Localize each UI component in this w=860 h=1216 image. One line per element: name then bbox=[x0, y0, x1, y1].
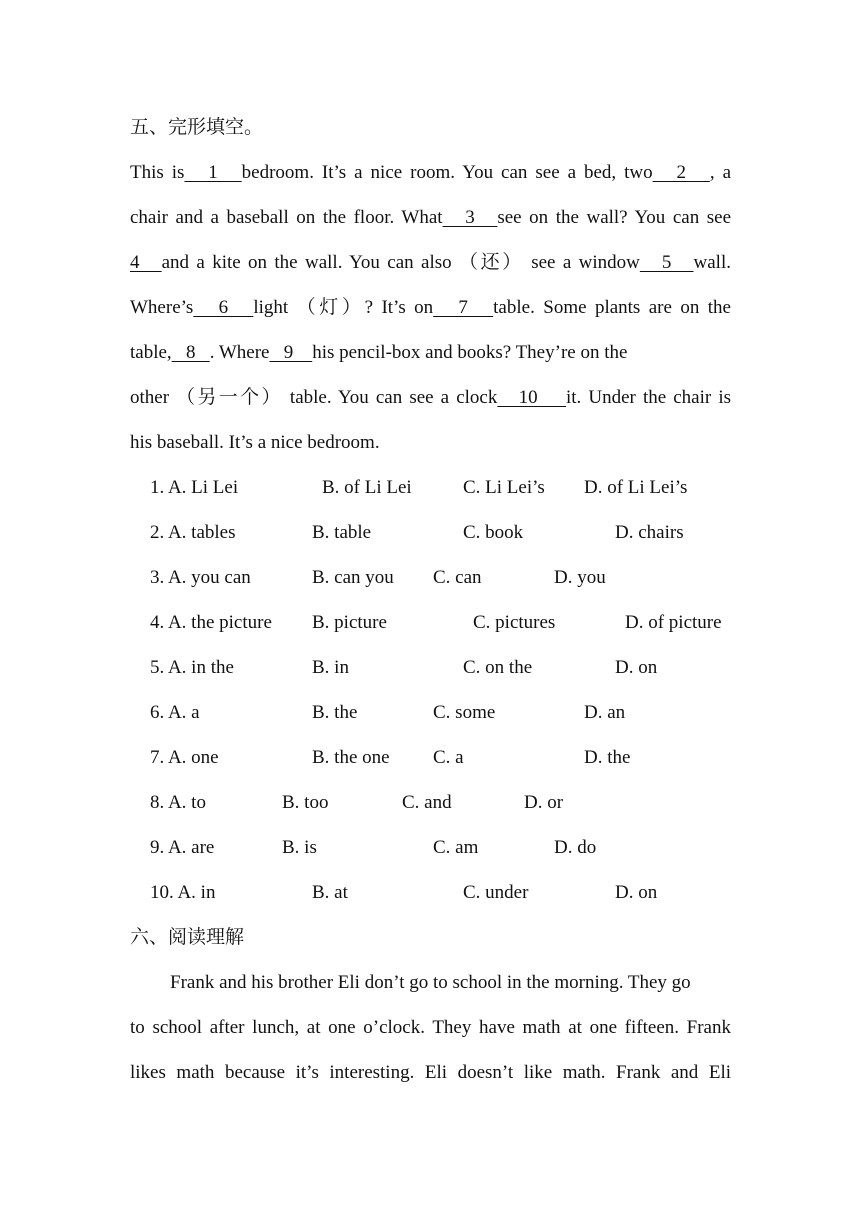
option-d: D. of picture bbox=[625, 612, 722, 633]
passage-text: see on the wall? You can see bbox=[497, 207, 731, 228]
option-c: C. can bbox=[433, 567, 482, 588]
option-d: D. or bbox=[524, 792, 564, 813]
option-b: B. the bbox=[312, 702, 358, 723]
option-a bbox=[150, 791, 206, 815]
option-b: B. picture bbox=[312, 612, 387, 633]
option-d: D. you bbox=[554, 567, 606, 588]
question-number: 8. bbox=[150, 792, 165, 813]
option-a bbox=[150, 566, 251, 590]
question-number: 1. bbox=[150, 477, 165, 498]
passage-line-4 bbox=[130, 296, 731, 320]
option-text: A. one bbox=[167, 747, 219, 768]
option-c: C. some bbox=[433, 702, 496, 723]
passage-text: other （另一个） table. You can see a clock bbox=[130, 387, 498, 408]
section-5-title: 五、完形填空。 bbox=[130, 117, 264, 138]
option-text: A. are bbox=[167, 837, 215, 858]
passage-text: and a kite on the wall. You can also （还） see a window bbox=[161, 252, 640, 273]
option-b: B. at bbox=[312, 882, 348, 903]
option-text: A. the picture bbox=[167, 612, 272, 633]
passage-line-3 bbox=[130, 251, 731, 275]
option-b: B. the one bbox=[312, 747, 390, 768]
option-a bbox=[150, 701, 200, 725]
option-b: B. too bbox=[282, 792, 329, 813]
question-number: 2. bbox=[150, 522, 165, 543]
option-a bbox=[150, 476, 238, 500]
blank-1: 1 bbox=[184, 162, 242, 183]
option-b: B. of Li Lei bbox=[322, 477, 412, 498]
question-number: 9. bbox=[150, 837, 165, 858]
option-c: C. pictures bbox=[473, 612, 556, 633]
option-d: D. of Li Lei’s bbox=[584, 477, 688, 498]
question-number: 7. bbox=[150, 747, 165, 768]
reading-line-3: likes math because it’s interesting. Eli doesn’t like math. Frank and Eli bbox=[130, 1062, 731, 1083]
option-b: B. table bbox=[312, 522, 372, 543]
option-b: B. is bbox=[282, 837, 317, 858]
option-text: A. you can bbox=[167, 567, 251, 588]
blank-4: 4 bbox=[130, 252, 162, 273]
passage-text: light （灯）? It’s on bbox=[253, 297, 434, 318]
option-c: C. am bbox=[433, 837, 479, 858]
passage-line-1 bbox=[130, 161, 731, 185]
option-c: C. and bbox=[402, 792, 452, 813]
passage-text: his baseball. It’s a nice bedroom. bbox=[130, 432, 380, 453]
option-c: C. on the bbox=[463, 657, 533, 678]
passage-line-6 bbox=[130, 386, 731, 410]
question-number: 3. bbox=[150, 567, 165, 588]
option-d: D. on bbox=[615, 657, 658, 678]
blank-8: 8 bbox=[171, 342, 210, 363]
passage-text: This is bbox=[130, 162, 185, 183]
option-text: A. to bbox=[167, 792, 206, 813]
option-a bbox=[150, 746, 219, 770]
option-c: C. a bbox=[433, 747, 464, 768]
passage-text: . Where bbox=[209, 342, 270, 363]
passage-text: , a bbox=[709, 162, 732, 183]
passage-text: his pencil-box and books? They’re on the bbox=[312, 342, 628, 363]
option-d: D. an bbox=[584, 702, 626, 723]
passage-text: Where’s bbox=[130, 297, 194, 318]
question-number: 6. bbox=[150, 702, 165, 723]
passage-text: chair and a baseball on the floor. What bbox=[130, 207, 443, 228]
blank-6: 6 bbox=[193, 297, 254, 318]
section-6-title: 六、阅读理解 bbox=[130, 927, 245, 948]
option-text: A. tables bbox=[167, 522, 236, 543]
blank-10: 10 bbox=[497, 387, 566, 408]
option-d: D. the bbox=[584, 747, 631, 768]
passage-text: it. Under the chair is bbox=[565, 387, 731, 408]
option-a bbox=[150, 881, 215, 905]
blank-9: 9 bbox=[269, 342, 313, 363]
blank-7: 7 bbox=[433, 297, 494, 318]
passage-line-2 bbox=[130, 206, 731, 230]
passage-line-7 bbox=[130, 431, 380, 455]
option-text: A. in the bbox=[167, 657, 234, 678]
passage-line-5 bbox=[130, 341, 627, 365]
option-c: C. book bbox=[463, 522, 524, 543]
passage-text: table. Some plants are on the bbox=[493, 297, 731, 318]
option-text: A. in bbox=[177, 882, 216, 903]
option-b: B. in bbox=[312, 657, 349, 678]
blank-3: 3 bbox=[442, 207, 498, 228]
option-c: C. Li Lei’s bbox=[463, 477, 545, 498]
option-a bbox=[150, 611, 272, 635]
question-number: 4. bbox=[150, 612, 165, 633]
question-number: 10. bbox=[150, 882, 174, 903]
option-a bbox=[150, 521, 236, 545]
passage-text: wall. bbox=[693, 252, 731, 273]
option-c: C. under bbox=[463, 882, 529, 903]
blank-2: 2 bbox=[652, 162, 710, 183]
passage-text: bedroom. It’s a nice room. You can see a bed, two bbox=[241, 162, 653, 183]
reading-line-1: Frank and his brother Eli don’t go to school in the morning. They go bbox=[170, 972, 691, 993]
option-b: B. can you bbox=[312, 567, 394, 588]
option-a bbox=[150, 836, 214, 860]
question-number: 5. bbox=[150, 657, 165, 678]
option-d: D. chairs bbox=[615, 522, 684, 543]
option-d: D. on bbox=[615, 882, 658, 903]
blank-5: 5 bbox=[639, 252, 694, 273]
option-d: D. do bbox=[554, 837, 597, 858]
option-a bbox=[150, 656, 234, 680]
reading-line-2: to school after lunch, at one o’clock. They have math at one fifteen. Frank bbox=[130, 1017, 731, 1038]
option-text: A. Li Lei bbox=[167, 477, 239, 498]
option-text: A. a bbox=[167, 702, 200, 723]
passage-text: table, bbox=[130, 342, 172, 363]
